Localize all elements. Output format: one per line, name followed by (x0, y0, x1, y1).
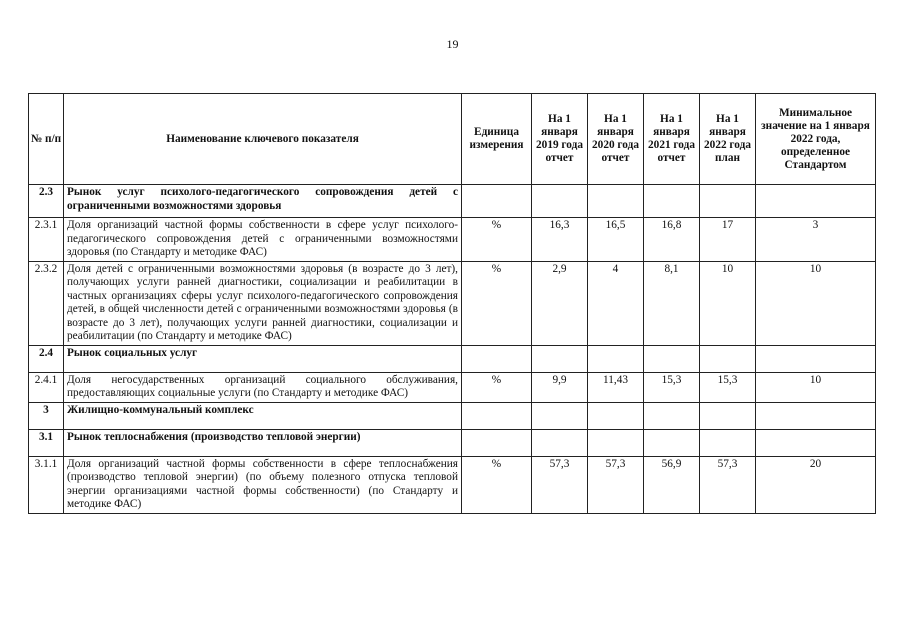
row-unit (462, 345, 532, 372)
row-num: 3 (29, 402, 64, 429)
table-row (29, 402, 876, 429)
row-2020: 57,3 (588, 456, 644, 513)
row-2020: 11,43 (588, 372, 644, 402)
row-2019: 9,9 (532, 372, 588, 402)
row-min: 10 (756, 261, 876, 345)
row-2020 (588, 345, 644, 372)
row-min (756, 345, 876, 372)
table-row (29, 261, 876, 345)
header-num: № п/п (29, 94, 64, 185)
row-num: 3.1 (29, 429, 64, 456)
row-min: 20 (756, 456, 876, 513)
row-2019 (532, 345, 588, 372)
row-2021 (644, 345, 700, 372)
row-2021 (644, 429, 700, 456)
row-2019: 2,9 (532, 261, 588, 345)
row-2019 (532, 429, 588, 456)
row-name: Доля организаций частной формы собственности в сфере теплоснабжения (производство тепловой энергии) (по объему полезного отпуска тепловой энергии организациями частной формы собственности) (по Стандарту и методике ФАС) (64, 456, 462, 513)
row-name: Доля детей с ограниченными возможностями здоровья (в возрасте до 3 лет), получающих услуги ранней диагностики, социализации и реабилитации в частных организациях сферы услуг психолого-педагогического сопровождения детей, в общей численности детей с ограниченными возможностями здоровья (в возрасте до 3 лет), получающих услуги ранней диагностики, социализации и реабилитации (по Стандарту и методике ФАС) (64, 261, 462, 345)
row-num: 2.3 (29, 185, 64, 218)
row-unit (462, 185, 532, 218)
row-min: 3 (756, 218, 876, 262)
header-2020: На 1 января 2020 года отчет (588, 94, 644, 185)
row-name: Рынок социальных услуг (64, 345, 462, 372)
table-row (29, 218, 876, 262)
row-unit: % (462, 261, 532, 345)
header-name: Наименование ключевого показателя (64, 94, 462, 185)
row-2020 (588, 429, 644, 456)
table-row (29, 185, 876, 218)
row-2021: 56,9 (644, 456, 700, 513)
row-name: Рынок теплоснабжения (производство тепловой энергии) (64, 429, 462, 456)
header-2019: На 1 января 2019 года отчет (532, 94, 588, 185)
table-row (29, 429, 876, 456)
row-min: 10 (756, 372, 876, 402)
row-num: 2.4 (29, 345, 64, 372)
row-2022 (700, 345, 756, 372)
table-header-row (29, 94, 876, 185)
header-2022: На 1 января 2022 года план (700, 94, 756, 185)
row-min (756, 402, 876, 429)
header-unit: Единица измерения (462, 94, 532, 185)
header-min-value: Минимальное значение на 1 января 2022 года, определенное Стандартом (756, 94, 876, 185)
row-2022: 10 (700, 261, 756, 345)
row-min (756, 185, 876, 218)
row-2019 (532, 185, 588, 218)
row-num: 3.1.1 (29, 456, 64, 513)
row-unit (462, 402, 532, 429)
row-min (756, 429, 876, 456)
row-2021 (644, 402, 700, 429)
table-row (29, 372, 876, 402)
row-2020: 16,5 (588, 218, 644, 262)
row-2021 (644, 185, 700, 218)
row-2021: 16,8 (644, 218, 700, 262)
row-2022 (700, 402, 756, 429)
row-2022: 17 (700, 218, 756, 262)
row-2019: 16,3 (532, 218, 588, 262)
row-2019 (532, 402, 588, 429)
row-name: Жилищно-коммунальный комплекс (64, 402, 462, 429)
row-2022 (700, 429, 756, 456)
row-unit: % (462, 218, 532, 262)
row-num: 2.4.1 (29, 372, 64, 402)
row-2020 (588, 185, 644, 218)
row-2021: 8,1 (644, 261, 700, 345)
row-2022: 57,3 (700, 456, 756, 513)
row-name: Рынок услуг психолого-педагогического сопровождения детей с ограниченными возможностями здоровья (64, 185, 462, 218)
row-2022 (700, 185, 756, 218)
row-name: Доля организаций частной формы собственности в сфере услуг психолого-педагогического сопровождения детей с ограниченными возможностями здоровья (по Стандарту и методике ФАС) (64, 218, 462, 262)
page-number: 19 (446, 37, 459, 51)
kpi-table (28, 93, 876, 514)
row-unit: % (462, 456, 532, 513)
row-2020 (588, 402, 644, 429)
row-2022: 15,3 (700, 372, 756, 402)
row-num: 2.3.1 (29, 218, 64, 262)
row-num: 2.3.2 (29, 261, 64, 345)
row-unit: % (462, 372, 532, 402)
row-2020: 4 (588, 261, 644, 345)
header-2021: На 1 января 2021 года отчет (644, 94, 700, 185)
row-2021: 15,3 (644, 372, 700, 402)
table-row (29, 345, 876, 372)
row-2019: 57,3 (532, 456, 588, 513)
table-row (29, 456, 876, 513)
row-name: Доля негосударственных организаций социального обслуживания, предоставляющих социальные услуги (по Стандарту и методике ФАС) (64, 372, 462, 402)
row-unit (462, 429, 532, 456)
